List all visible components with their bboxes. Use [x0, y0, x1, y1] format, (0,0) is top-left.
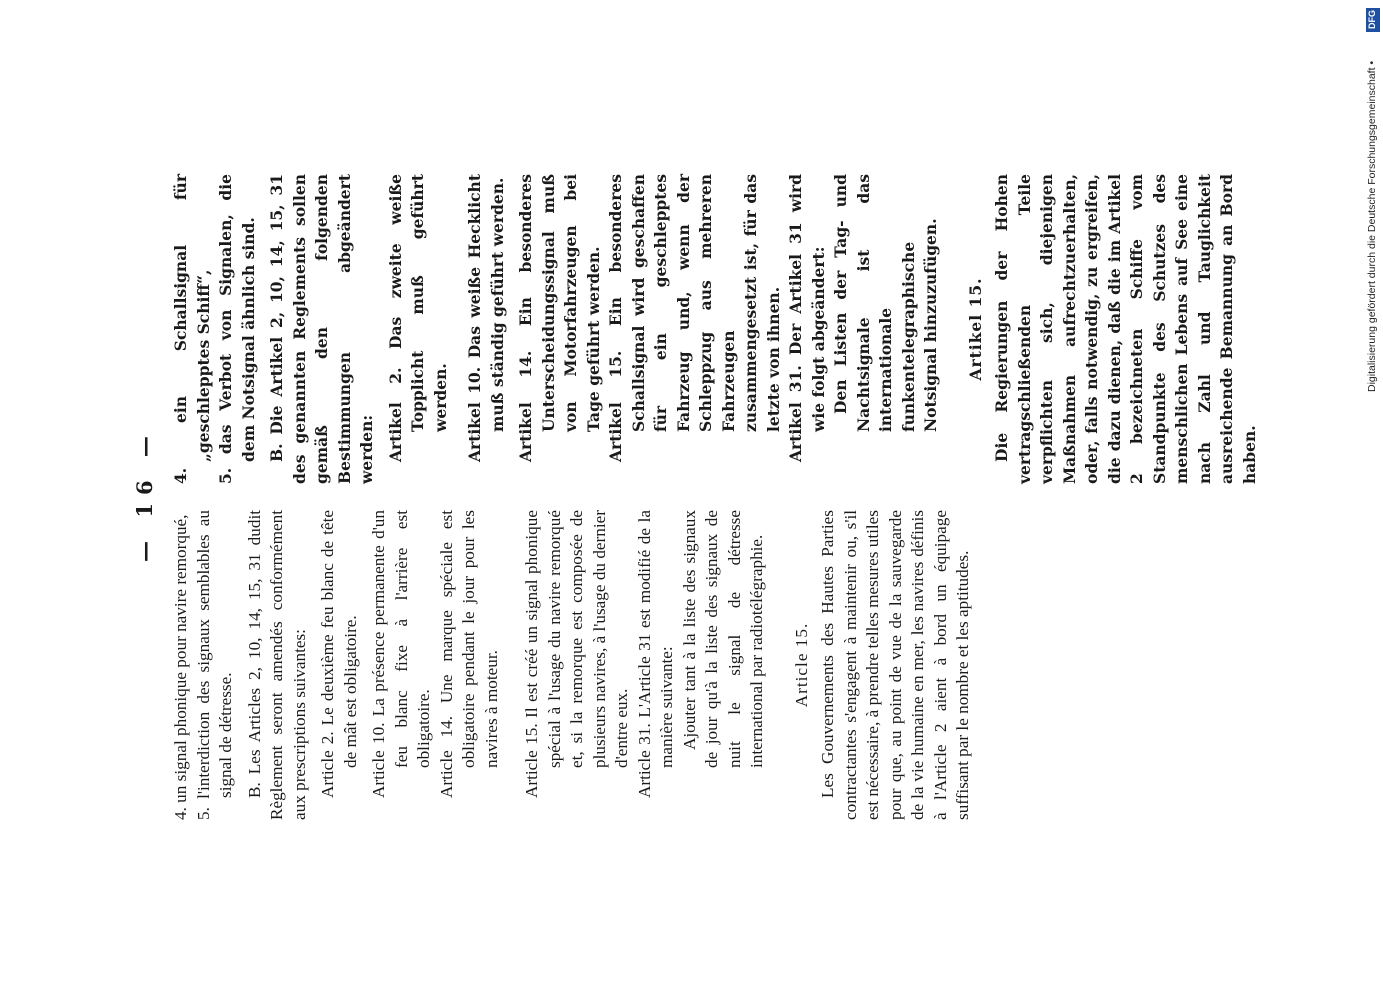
item-number: 5.: [216, 467, 235, 484]
article-14-amendment: Artikel 14. Ein besonderes Unterscheidungssignal muß von Motorfahrzeugen bei Tage geführt werden.: [516, 174, 603, 462]
list-item: [170, 510, 193, 820]
section-heading: Artikel 15.: [965, 277, 985, 381]
article-2-amendment: Article 2. Le deuxième feu blanc de tête de mât est obligatoire.: [318, 510, 360, 798]
item-number: 5.: [193, 807, 213, 820]
section-heading: Article 15.: [791, 622, 811, 708]
logo-text: DFG: [1367, 10, 1377, 29]
paragraph-b: B. Die Artikel 2, 10, 14, 15, 31 des genannten Reglements sollen gemäß den folgenden Bestimmungen abgeändert werden:: [267, 174, 376, 484]
article-10-amendment: Article 10. La présence permanente d'un feu blanc fixe à l'arrière est obligatoire.: [369, 510, 433, 798]
german-column: [170, 174, 1261, 484]
item-text: l'interdiction des signaux semblables au signal de détresse.: [193, 509, 235, 799]
article-2-amendment: Artikel 2. Das zweite weiße Topplicht muß geführt werden.: [385, 174, 450, 462]
list-item: [193, 510, 238, 820]
closing-paragraph: Die Regierungen der Hohen vertragschließenden Teile verpflichten sich, diejenigen Maßnahmen aufrechtzuerhalten, oder, falls notwendig, zu ergreifen, die dazu dienen, daß die im Artikel 2 bezeichneten Schiffe vom Standpunkte des Schutzes des menschlichen Lebens auf See eine nach Zahl und Tauglichkeit ausreichende Bemannung an Bord haben.: [992, 174, 1259, 484]
list-item: [170, 174, 215, 484]
article-10-amendment: Artikel 10. Das weiße Hecklicht muß ständig geführt werden.: [465, 174, 507, 462]
item-text: ein Schallsignal für „geschlepptes Schiff“,: [171, 174, 213, 462]
item-text: un signal phonique pour navire remorqué,: [171, 514, 190, 803]
rotated-page: [132, 170, 1259, 820]
paragraph-b: B. Les Articles 2, 10, 14, 15, 31 dudit Règlement seront amendés conformément aux prescriptions suivantes:: [244, 510, 309, 820]
item-number: 4.: [171, 807, 190, 820]
item-text: das Verbot von Signalen, die dem Notsignal ähnlich sind.: [216, 174, 258, 462]
digitization-note: Digitalisierung gefördert durch die Deutsche Forschungsgemeinschaft •: [1366, 60, 1378, 392]
article-15-amendment: Article 15. Il est créé un signal phonique spécial à l'usage du navire remorqué et, si la remorque est composée de plusieurs navires, à l'usage du dernier d'entre eux.: [522, 510, 631, 798]
article-31-continuation: Ajouter tant à la liste des signaux de jour qu'à la liste des signaux de nuit le signal de détresse international par radiotélégraphie.: [679, 510, 766, 768]
article-31-amendment: Artikel 31. Der Artikel 31 wird wie folgt abgeändert:: [786, 174, 828, 462]
dfg-logo: [1366, 8, 1380, 32]
article-31-amendment: Article 31. L'Article 31 est modifié de la manière suivante:: [634, 510, 676, 798]
page-number: — 16 —: [132, 428, 157, 562]
closing-paragraph: Les Gouvernements des Hautes Parties contractantes s'engagent à maintenir ou, s'il est nécessaire, à prendre telles mesures utiles pour que, au point de vue de la sauvegarde de la vie humaine en mer, les navires définis à l'Article 2 aient à bord un équipage suffisant par le nombre et les aptitudes.: [818, 510, 972, 820]
article-31-continuation: Den Listen der Tag- und Nachtsignale ist das internationale funkentelegraphische Notsignal hinzuzufügen.: [831, 174, 940, 432]
article-15-amendment: Artikel 15. Ein besonderes Schallsignal wird geschaffen für ein geschlepptes Fahrzeug und, wenn der Schleppzug aus mehreren Fahrzeugen zusammengesetzt ist, für das letzte von ihnen.: [606, 174, 783, 462]
french-column: [170, 510, 975, 820]
article-14-amendment: Article 14. Une marque spéciale est obligatoire pendant le jour pour les navires à moteur.: [436, 510, 501, 798]
item-number: 4.: [171, 467, 190, 484]
list-item: [215, 174, 260, 484]
